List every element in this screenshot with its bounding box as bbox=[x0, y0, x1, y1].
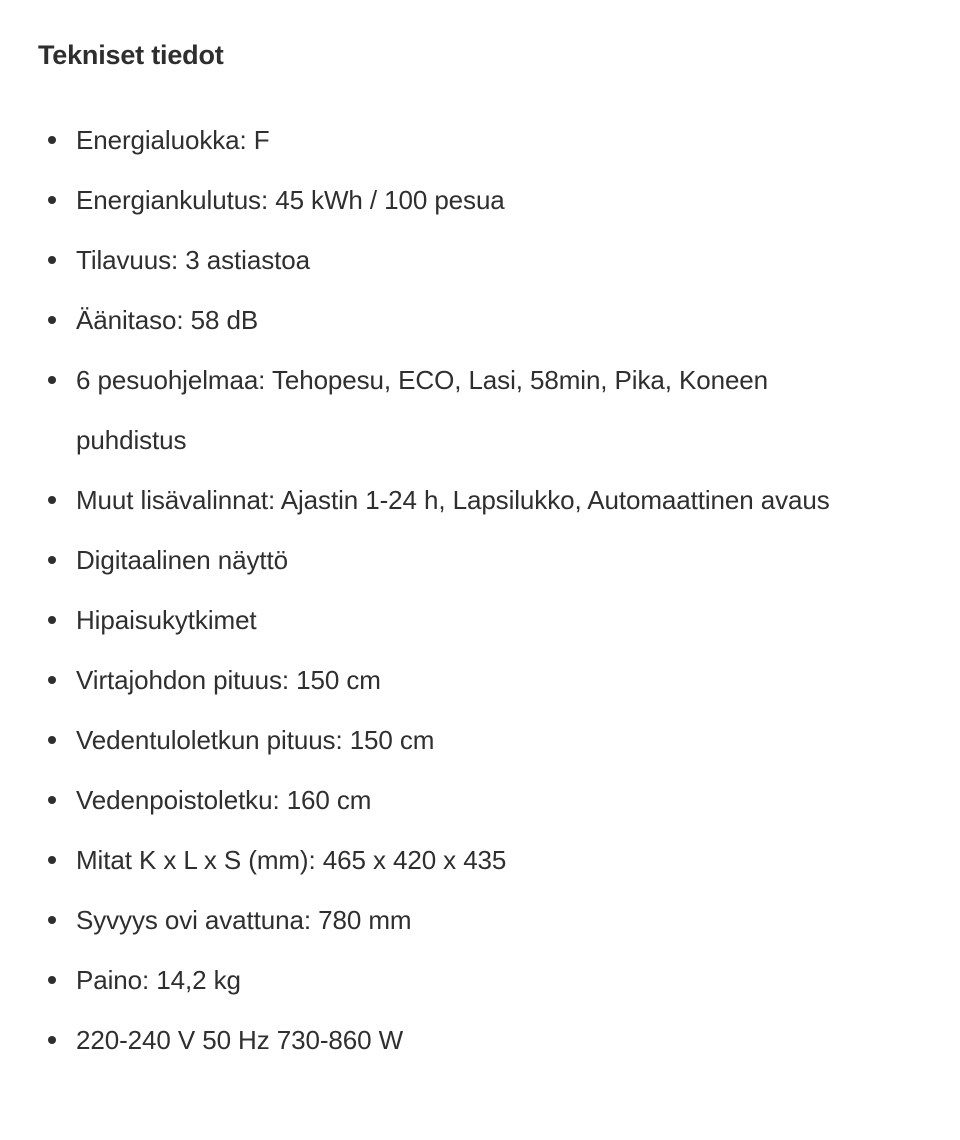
bullet-icon bbox=[48, 316, 56, 324]
bullet-icon bbox=[48, 1036, 56, 1044]
list-item-label: Virtajohdon pituus: 150 cm bbox=[76, 665, 381, 695]
list-item-label: Vedenpoistoletku: 160 cm bbox=[76, 785, 372, 815]
list-item-label: 6 pesuohjelmaa: Tehopesu, ECO, Lasi, 58min, Pika, Koneen puhdistus bbox=[76, 365, 769, 455]
list-item bbox=[38, 530, 876, 590]
list-item bbox=[38, 590, 876, 650]
bullet-icon bbox=[48, 916, 56, 924]
list-item bbox=[38, 290, 876, 350]
bullet-icon bbox=[48, 796, 56, 804]
list-item bbox=[38, 350, 876, 470]
list-item bbox=[38, 710, 876, 770]
bullet-icon bbox=[48, 136, 56, 144]
specifications-list bbox=[38, 110, 920, 1070]
list-item-label: 220-240 V 50 Hz 730-860 W bbox=[76, 1025, 404, 1055]
list-item bbox=[38, 170, 876, 230]
list-item bbox=[38, 230, 876, 290]
bullet-icon bbox=[48, 196, 56, 204]
bullet-icon bbox=[48, 736, 56, 744]
bullet-icon bbox=[48, 496, 56, 504]
list-item-label: Syvyys ovi avattuna: 780 mm bbox=[76, 905, 412, 935]
bullet-icon bbox=[48, 616, 56, 624]
bullet-icon bbox=[48, 676, 56, 684]
list-item bbox=[38, 470, 876, 530]
list-item-label: Energialuokka: F bbox=[76, 125, 270, 155]
bullet-icon bbox=[48, 856, 56, 864]
list-item bbox=[38, 830, 876, 890]
list-item-label: Energiankulutus: 45 kWh / 100 pesua bbox=[76, 185, 505, 215]
bullet-icon bbox=[48, 376, 56, 384]
list-item bbox=[38, 890, 876, 950]
bullet-icon bbox=[48, 976, 56, 984]
page-title: Tekniset tiedot bbox=[38, 40, 224, 70]
bullet-icon bbox=[48, 556, 56, 564]
list-item-label: Äänitaso: 58 dB bbox=[76, 305, 259, 335]
list-item bbox=[38, 770, 876, 830]
list-item-label: Paino: 14,2 kg bbox=[76, 965, 241, 995]
list-item bbox=[38, 650, 876, 710]
list-item-label: Digitaalinen näyttö bbox=[76, 545, 289, 575]
list-item-label: Hipaisukytkimet bbox=[76, 605, 257, 635]
list-item bbox=[38, 950, 876, 1010]
bullet-icon bbox=[48, 256, 56, 264]
list-item-label: Vedentuloletkun pituus: 150 cm bbox=[76, 725, 435, 755]
list-item bbox=[38, 1010, 876, 1070]
list-item-label: Mitat K x L x S (mm): 465 x 420 x 435 bbox=[76, 845, 507, 875]
list-item-label: Muut lisävalinnat: Ajastin 1-24 h, Lapsilukko, Automaattinen avaus bbox=[76, 485, 830, 515]
list-item-label: Tilavuus: 3 astiastoa bbox=[76, 245, 310, 275]
list-item bbox=[38, 110, 876, 170]
